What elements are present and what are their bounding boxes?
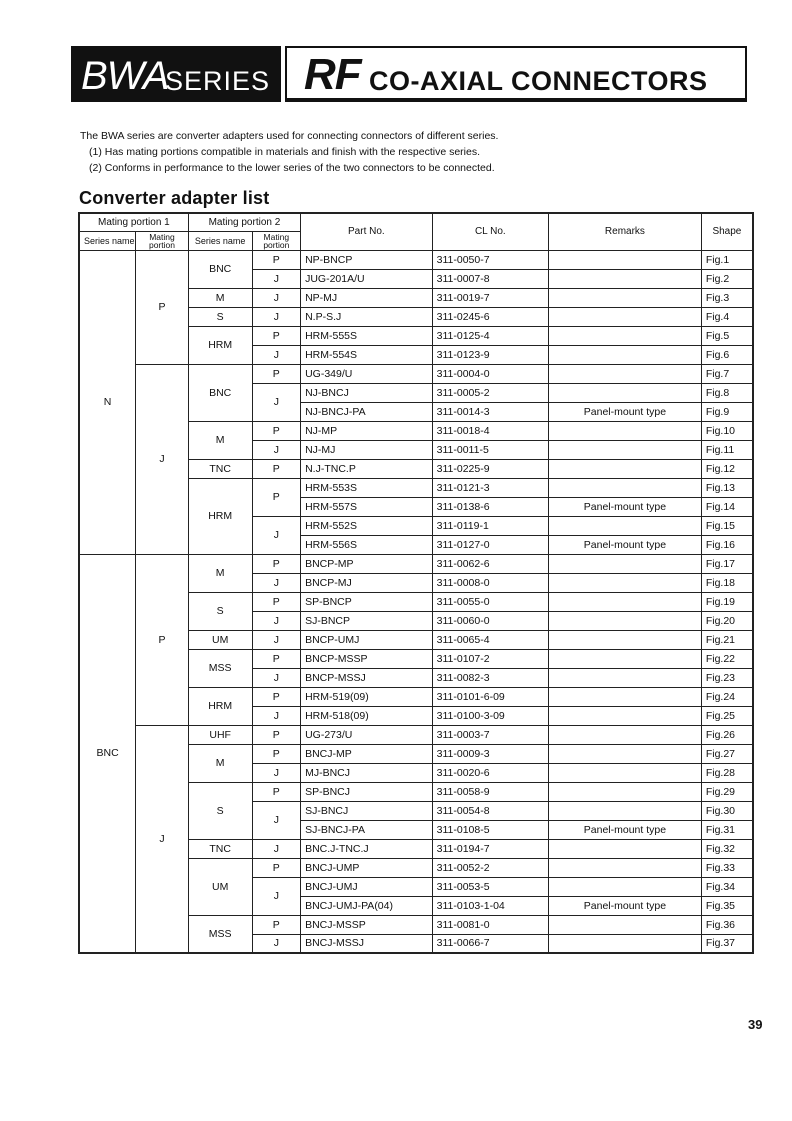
part-no-cell: SP-BNCJ [301, 782, 433, 801]
header-mating-portion: Mating portion [252, 231, 301, 250]
cl-no-cell: 311-0119-1 [432, 516, 548, 535]
part-no-cell: HRM-555S [301, 326, 433, 345]
mating2-portion: J [252, 307, 301, 326]
cl-no-cell: 311-0103-1-04 [432, 896, 548, 915]
remarks-cell [549, 307, 702, 326]
remarks-cell [549, 801, 702, 820]
shape-cell: Fig.26 [701, 725, 753, 744]
remarks-cell [549, 611, 702, 630]
shape-cell: Fig.16 [701, 535, 753, 554]
cl-no-cell: 311-0005-2 [432, 383, 548, 402]
remarks-cell [549, 630, 702, 649]
cl-no-cell: 311-0003-7 [432, 725, 548, 744]
cl-no-cell: 311-0065-4 [432, 630, 548, 649]
shape-cell: Fig.5 [701, 326, 753, 345]
series-banner [71, 46, 281, 102]
series1-name: N [79, 250, 136, 554]
series2-name: M [188, 288, 252, 307]
shape-cell: Fig.33 [701, 858, 753, 877]
mating2-portion: P [252, 459, 301, 478]
part-no-cell: UG-349/U [301, 364, 433, 383]
cl-no-cell: 311-0066-7 [432, 934, 548, 953]
cl-no-cell: 311-0009-3 [432, 744, 548, 763]
shape-cell: Fig.9 [701, 402, 753, 421]
shape-cell: Fig.15 [701, 516, 753, 535]
shape-cell: Fig.19 [701, 592, 753, 611]
shape-cell: Fig.27 [701, 744, 753, 763]
cl-no-cell: 311-0052-2 [432, 858, 548, 877]
mating2-portion: P [252, 649, 301, 668]
mating1-portion: J [136, 725, 189, 953]
shape-cell: Fig.14 [701, 497, 753, 516]
part-no-cell: SJ-BNCP [301, 611, 433, 630]
part-no-cell: NJ-MJ [301, 440, 433, 459]
shape-cell: Fig.23 [701, 668, 753, 687]
mating2-portion: J [252, 801, 301, 839]
cl-no-cell: 311-0125-4 [432, 326, 548, 345]
part-no-cell: BNCJ-MP [301, 744, 433, 763]
title-text: CO-AXIAL CONNECTORS [369, 66, 708, 96]
mating2-portion: J [252, 269, 301, 288]
mating2-portion: J [252, 516, 301, 554]
mating2-portion: P [252, 421, 301, 440]
mating2-portion: J [252, 630, 301, 649]
series2-name: M [188, 744, 252, 782]
shape-cell: Fig.13 [701, 478, 753, 497]
mating2-portion: J [252, 573, 301, 592]
shape-cell: Fig.21 [701, 630, 753, 649]
shape-cell: Fig.22 [701, 649, 753, 668]
cl-no-cell: 311-0014-3 [432, 402, 548, 421]
series2-name: HRM [188, 687, 252, 725]
series-word: SERIES [165, 66, 271, 96]
shape-cell: Fig.2 [701, 269, 753, 288]
mating2-portion: J [252, 934, 301, 953]
title-rf: RF [304, 50, 361, 99]
cl-no-cell: 311-0121-3 [432, 478, 548, 497]
header-mating1: Mating portion 1 [79, 213, 188, 231]
cl-no-cell: 311-0081-0 [432, 915, 548, 934]
mating2-portion: P [252, 858, 301, 877]
cl-no-cell: 311-0101-6-09 [432, 687, 548, 706]
remarks-cell [549, 288, 702, 307]
mating2-portion: P [252, 554, 301, 573]
title-banner [285, 46, 747, 102]
remarks-cell: Panel-mount type [549, 402, 702, 421]
mating2-portion: P [252, 592, 301, 611]
shape-cell: Fig.8 [701, 383, 753, 402]
series2-name: UM [188, 630, 252, 649]
part-no-cell: HRM-552S [301, 516, 433, 535]
cl-no-cell: 311-0050-7 [432, 250, 548, 269]
series2-name: UHF [188, 725, 252, 744]
remarks-cell [549, 687, 702, 706]
part-no-cell: N.P-S.J [301, 307, 433, 326]
series2-name: MSS [188, 649, 252, 687]
remarks-cell [549, 478, 702, 497]
cl-no-cell: 311-0108-5 [432, 820, 548, 839]
remarks-cell [549, 744, 702, 763]
part-no-cell: UG-273/U [301, 725, 433, 744]
adapter-table [78, 212, 754, 950]
part-no-cell: N.J-TNC.P [301, 459, 433, 478]
cl-no-cell: 311-0194-7 [432, 839, 548, 858]
shape-cell: Fig.37 [701, 934, 753, 953]
part-no-cell: BNCP-MSSP [301, 649, 433, 668]
cl-no-cell: 311-0020-6 [432, 763, 548, 782]
remarks-cell [549, 858, 702, 877]
series-name: BWA [81, 54, 169, 98]
remarks-cell [549, 649, 702, 668]
shape-cell: Fig.24 [701, 687, 753, 706]
cl-no-cell: 311-0060-0 [432, 611, 548, 630]
mating2-portion: P [252, 782, 301, 801]
remarks-cell [549, 516, 702, 535]
mating2-portion: P [252, 250, 301, 269]
remarks-cell [549, 459, 702, 478]
mating2-portion: P [252, 478, 301, 516]
shape-cell: Fig.28 [701, 763, 753, 782]
remarks-cell [549, 440, 702, 459]
cl-no-cell: 311-0138-6 [432, 497, 548, 516]
series2-name: HRM [188, 326, 252, 364]
cl-no-cell: 311-0082-3 [432, 668, 548, 687]
shape-cell: Fig.6 [701, 345, 753, 364]
shape-cell: Fig.12 [701, 459, 753, 478]
series2-name: M [188, 554, 252, 592]
remarks-cell: Panel-mount type [549, 896, 702, 915]
part-no-cell: JUG-201A/U [301, 269, 433, 288]
cl-no-cell: 311-0100-3-09 [432, 706, 548, 725]
part-no-cell: BNCP-UMJ [301, 630, 433, 649]
remarks-cell [549, 877, 702, 896]
shape-cell: Fig.25 [701, 706, 753, 725]
series2-name: M [188, 421, 252, 459]
cl-no-cell: 311-0007-8 [432, 269, 548, 288]
shape-cell: Fig.20 [701, 611, 753, 630]
cl-no-cell: 311-0008-0 [432, 573, 548, 592]
part-no-cell: BNCJ-UMJ [301, 877, 433, 896]
mating2-portion: P [252, 364, 301, 383]
part-no-cell: NJ-BNCJ-PA [301, 402, 433, 421]
shape-cell: Fig.36 [701, 915, 753, 934]
page-number: 39 [748, 1017, 763, 1032]
remarks-cell [549, 668, 702, 687]
page-header [71, 46, 747, 104]
part-no-cell: BNCJ-UMP [301, 858, 433, 877]
series2-name: MSS [188, 915, 252, 953]
part-no-cell: HRM-556S [301, 535, 433, 554]
cl-no-cell: 311-0054-8 [432, 801, 548, 820]
header-part-no: Part No. [301, 213, 433, 250]
series1-name: BNC [79, 554, 136, 953]
cl-no-cell: 311-0058-9 [432, 782, 548, 801]
part-no-cell: SP-BNCP [301, 592, 433, 611]
header-series-name: Series name [188, 231, 252, 250]
shape-cell: Fig.32 [701, 839, 753, 858]
mating2-portion: P [252, 915, 301, 934]
mating2-portion: J [252, 839, 301, 858]
series2-name: S [188, 592, 252, 630]
cl-no-cell: 311-0055-0 [432, 592, 548, 611]
part-no-cell: MJ-BNCJ [301, 763, 433, 782]
remarks-cell [549, 782, 702, 801]
mating2-portion: J [252, 288, 301, 307]
remarks-cell [549, 383, 702, 402]
header-cl-no: CL No. [432, 213, 548, 250]
cl-no-cell: 311-0011-5 [432, 440, 548, 459]
series2-name: S [188, 782, 252, 839]
cl-no-cell: 311-0225-9 [432, 459, 548, 478]
series2-name: S [188, 307, 252, 326]
part-no-cell: BNC.J-TNC.J [301, 839, 433, 858]
remarks-cell [549, 763, 702, 782]
series2-name: BNC [188, 364, 252, 421]
remarks-cell: Panel-mount type [549, 497, 702, 516]
part-no-cell: BNCP-MSSJ [301, 668, 433, 687]
mating1-portion: P [136, 250, 189, 364]
mating2-portion: J [252, 706, 301, 725]
shape-cell: Fig.3 [701, 288, 753, 307]
intro-text [80, 128, 498, 176]
table-row [79, 554, 753, 573]
cl-no-cell: 311-0004-0 [432, 364, 548, 383]
series2-name: BNC [188, 250, 252, 288]
cl-no-cell: 311-0062-6 [432, 554, 548, 573]
remarks-cell [549, 326, 702, 345]
header-series-name: Series name [79, 231, 136, 250]
remarks-cell [549, 269, 702, 288]
part-no-cell: BNCP-MJ [301, 573, 433, 592]
cl-no-cell: 311-0123-9 [432, 345, 548, 364]
header-shape: Shape [701, 213, 753, 250]
part-no-cell: BNCP-MP [301, 554, 433, 573]
part-no-cell: HRM-519(09) [301, 687, 433, 706]
remarks-cell [549, 250, 702, 269]
cl-no-cell: 311-0245-6 [432, 307, 548, 326]
section-title: Converter adapter list [79, 188, 270, 208]
remarks-cell [549, 345, 702, 364]
mating2-portion: J [252, 383, 301, 421]
mating2-portion: J [252, 345, 301, 364]
series2-name: TNC [188, 459, 252, 478]
shape-cell: Fig.1 [701, 250, 753, 269]
shape-cell: Fig.35 [701, 896, 753, 915]
shape-cell: Fig.30 [701, 801, 753, 820]
mating2-portion: J [252, 877, 301, 915]
part-no-cell: SJ-BNCJ-PA [301, 820, 433, 839]
cl-no-cell: 311-0018-4 [432, 421, 548, 440]
shape-cell: Fig.4 [701, 307, 753, 326]
part-no-cell: NP-MJ [301, 288, 433, 307]
mating2-portion: J [252, 763, 301, 782]
intro-item: (2) Conforms in performance to the lower series of the two connectors to be connected. [89, 162, 495, 174]
intro-item: (1) Has mating portions compatible in materials and finish with the respective series. [89, 146, 481, 158]
remarks-cell [549, 554, 702, 573]
header-mating2: Mating portion 2 [188, 213, 300, 231]
mating1-portion: J [136, 364, 189, 554]
remarks-cell [549, 706, 702, 725]
intro-line: The BWA series are converter adapters used for connecting connectors of different series. [80, 130, 499, 142]
table-row [79, 364, 753, 383]
mating2-portion: P [252, 725, 301, 744]
mating2-portion: J [252, 611, 301, 630]
part-no-cell: SJ-BNCJ [301, 801, 433, 820]
remarks-cell [549, 839, 702, 858]
mating2-portion: P [252, 687, 301, 706]
shape-cell: Fig.10 [701, 421, 753, 440]
part-no-cell: BNCJ-MSSP [301, 915, 433, 934]
remarks-cell: Panel-mount type [549, 535, 702, 554]
shape-cell: Fig.31 [701, 820, 753, 839]
mating2-portion: P [252, 326, 301, 345]
mating2-portion: J [252, 440, 301, 459]
shape-cell: Fig.18 [701, 573, 753, 592]
shape-cell: Fig.34 [701, 877, 753, 896]
shape-cell: Fig.11 [701, 440, 753, 459]
part-no-cell: HRM-518(09) [301, 706, 433, 725]
part-no-cell: BNCJ-UMJ-PA(04) [301, 896, 433, 915]
mating2-portion: J [252, 668, 301, 687]
header-mating-portion: Mating portion [136, 231, 189, 250]
cl-no-cell: 311-0019-7 [432, 288, 548, 307]
remarks-cell [549, 725, 702, 744]
part-no-cell: HRM-557S [301, 497, 433, 516]
shape-cell: Fig.7 [701, 364, 753, 383]
part-no-cell: NJ-BNCJ [301, 383, 433, 402]
remarks-cell: Panel-mount type [549, 820, 702, 839]
part-no-cell: NP-BNCP [301, 250, 433, 269]
series2-name: TNC [188, 839, 252, 858]
mating1-portion: P [136, 554, 189, 725]
part-no-cell: HRM-554S [301, 345, 433, 364]
part-no-cell: NJ-MP [301, 421, 433, 440]
mating2-portion: P [252, 744, 301, 763]
remarks-cell [549, 915, 702, 934]
part-no-cell: BNCJ-MSSJ [301, 934, 433, 953]
remarks-cell [549, 934, 702, 953]
series2-name: UM [188, 858, 252, 915]
remarks-cell [549, 421, 702, 440]
series2-name: HRM [188, 478, 252, 554]
remarks-cell [549, 573, 702, 592]
remarks-cell [549, 364, 702, 383]
header-remarks: Remarks [549, 213, 702, 250]
cl-no-cell: 311-0127-0 [432, 535, 548, 554]
cl-no-cell: 311-0107-2 [432, 649, 548, 668]
shape-cell: Fig.29 [701, 782, 753, 801]
remarks-cell [549, 592, 702, 611]
table-row [79, 725, 753, 744]
table-row [79, 250, 753, 269]
cl-no-cell: 311-0053-5 [432, 877, 548, 896]
part-no-cell: HRM-553S [301, 478, 433, 497]
shape-cell: Fig.17 [701, 554, 753, 573]
